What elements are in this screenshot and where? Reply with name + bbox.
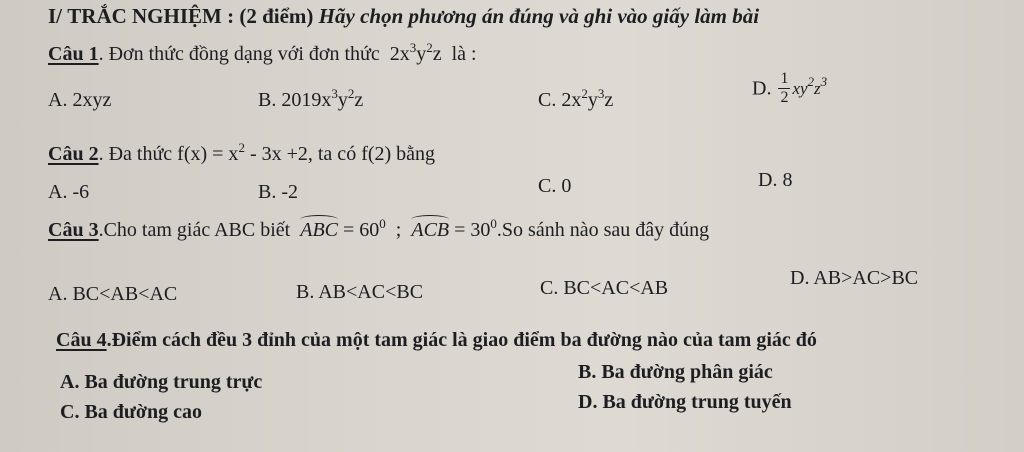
question-1-text: . Đơn thức đồng dạng với đơn thức xyxy=(98,43,380,65)
section-roman: I/ xyxy=(48,4,63,28)
question-3-option-a[interactable]: A. BC<AB<AC xyxy=(48,283,178,305)
section-heading xyxy=(48,4,759,28)
question-3-option-d[interactable]: D. AB>AC>BC xyxy=(790,267,919,289)
question-3-option-c[interactable]: C. BC<AC<AB xyxy=(540,277,669,299)
question-2: Câu 2. Đa thức $f(x) = x^2 - 3x +2$, ta có f(2) bằng xyxy=(48,140,436,165)
section-title: TRẮC NGHIỆM : (2 điểm) xyxy=(67,4,314,28)
question-1-monomial: $2x^3y^2z$ xyxy=(389,40,442,65)
question-1-label: Câu 1 xyxy=(48,43,99,65)
angle-abc: ABC xyxy=(300,219,339,241)
question-4-option-b[interactable]: B. Ba đường phân giác xyxy=(578,361,773,383)
question-3: Câu 3.Cho tam giác ABC biết ABC = $60^0$ ; ACB = $30^0.So$ sánh nào sau đây đúng xyxy=(48,216,710,241)
question-4-option-d[interactable]: D. Ba đường trung tuyến xyxy=(578,391,792,413)
question-3-option-b[interactable]: B. AB<AC<BC xyxy=(296,281,424,303)
question-1-option-c[interactable]: C. $2x^2y^3z$ xyxy=(538,86,614,111)
question-1-tail: là : xyxy=(451,43,477,65)
question-4-text: .Điểm cách đều 3 đỉnh của một tam giác là giao điểm ba đường nào của tam giác đó xyxy=(106,329,817,351)
question-3-label: Câu 3 xyxy=(48,219,99,241)
question-4-label: Câu 4 xyxy=(56,329,107,351)
fraction-one-half: $\frac{1}{2}$ xyxy=(780,70,789,106)
section-instruction: Hãy chọn phương án đúng và ghi vào giấy làm bài xyxy=(318,4,760,28)
question-1-option-b[interactable]: B. $2019x^3y^2z$ xyxy=(258,86,364,111)
question-4-option-c[interactable]: C. Ba đường cao xyxy=(60,401,202,423)
question-2-option-a[interactable]: A. -6 xyxy=(48,181,90,203)
question-1 xyxy=(48,42,477,66)
angle-acb: ACB xyxy=(411,219,450,241)
question-2-label: Câu 2 xyxy=(48,143,99,165)
question-1-option-d[interactable]: D. $\frac{1}{2}$ $xy^2z^3$ xyxy=(752,70,828,106)
question-2-option-c[interactable]: C. 0 xyxy=(538,175,572,197)
question-4-option-a[interactable]: A. Ba đường trung trực xyxy=(60,371,263,393)
question-4 xyxy=(56,328,817,352)
question-1-option-a[interactable]: A. 2xyz xyxy=(48,89,112,111)
question-2-option-b[interactable]: B. -2 xyxy=(258,181,298,203)
question-2-option-d[interactable]: D. 8 xyxy=(758,169,793,191)
